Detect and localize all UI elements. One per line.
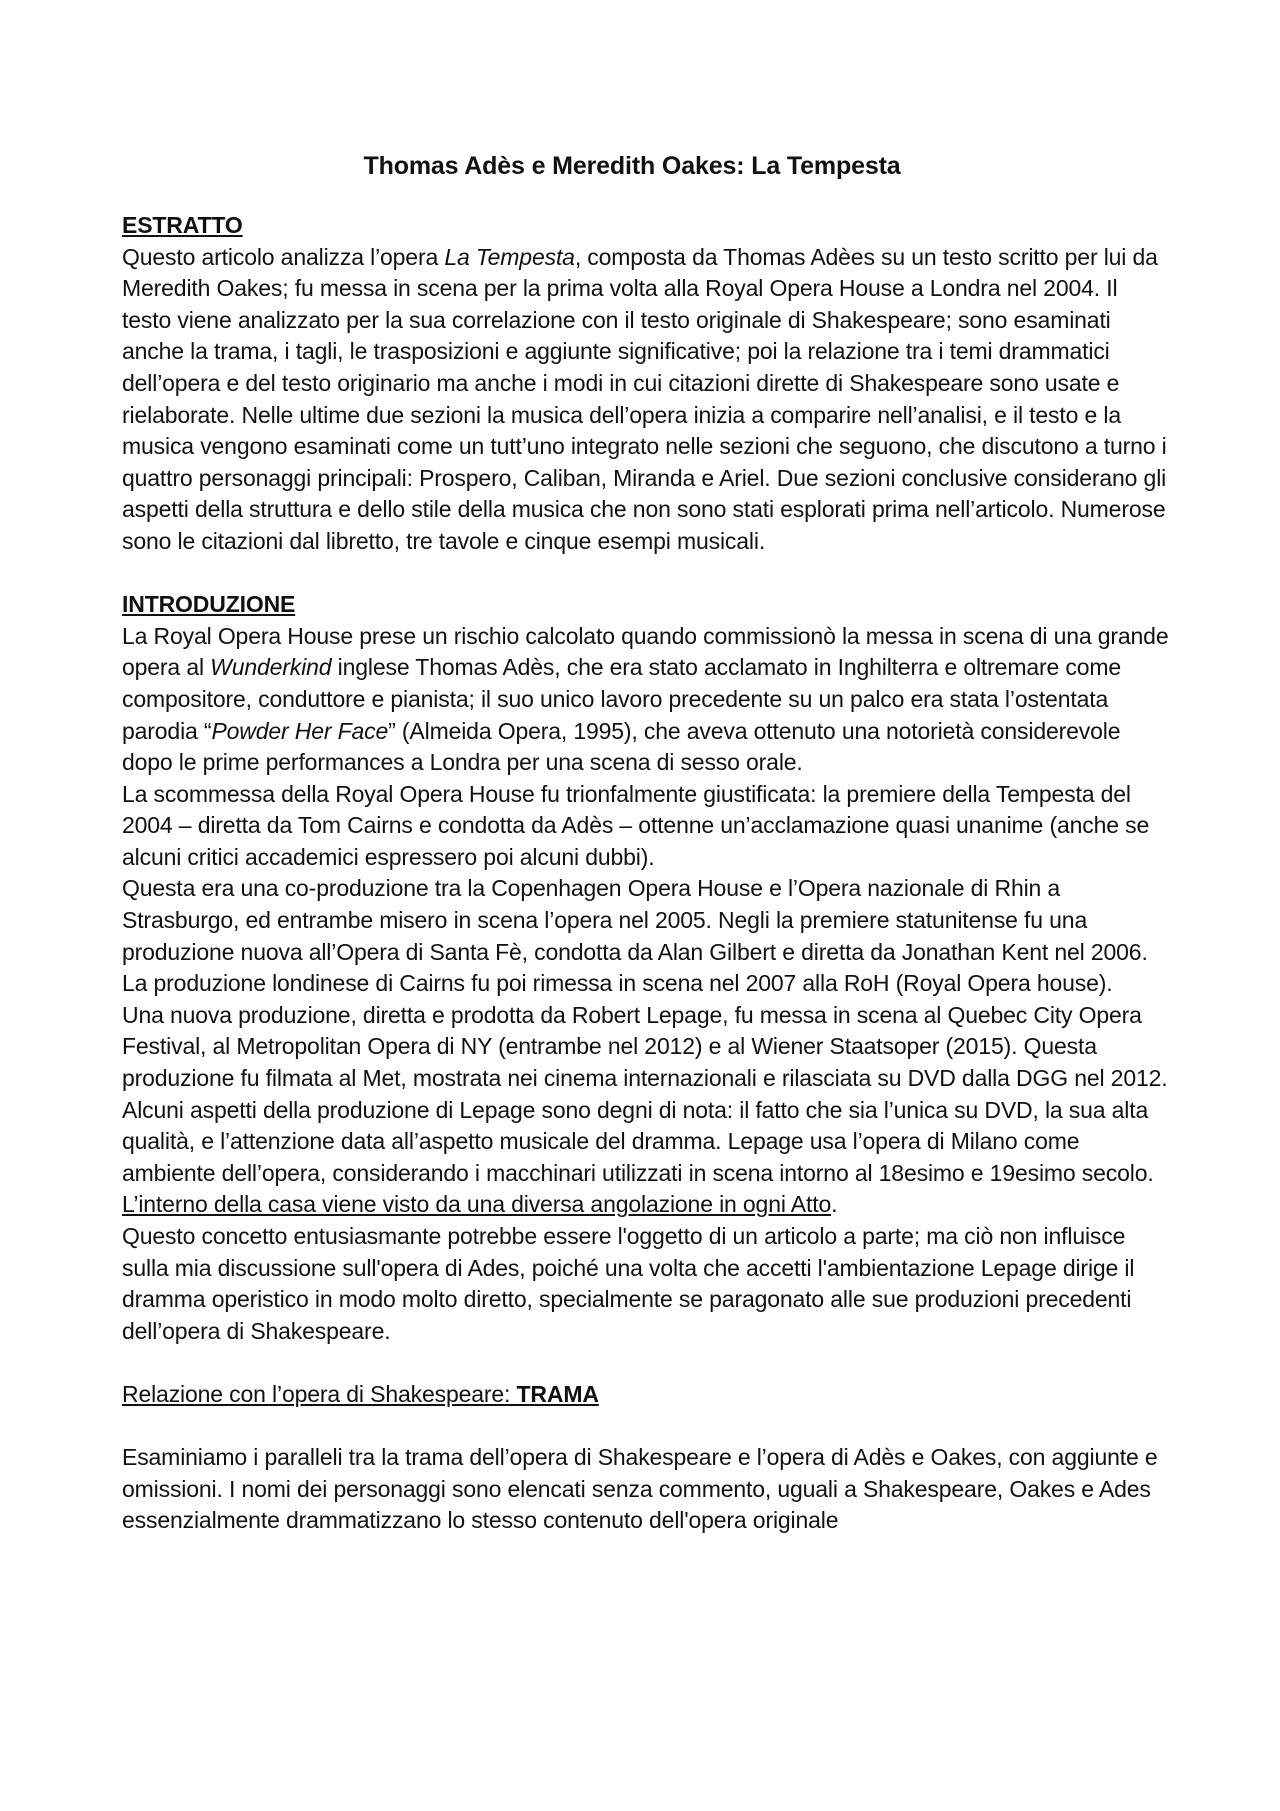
abstract-heading: ESTRATTO bbox=[122, 212, 243, 238]
document-title: Thomas Adès e Meredith Oakes: La Tempesta bbox=[363, 152, 901, 180]
paragraph-gap bbox=[122, 1347, 1172, 1379]
relation-heading bbox=[122, 1379, 1172, 1411]
intro-p5-text-1: Alcuni aspetti della produzione di Lepage sono degni di nota: il fatto che sia l’unica su DVD, la sua alta qualità, e l’attenzione data all’aspetto musicale del dramma. Lepage usa l’opera di Milano come ambiente dell’opera, considerando i macchinari utilizzati in scena intorno al 18esimo e 19esimo secolo. bbox=[122, 1096, 1154, 1186]
intro-italic-powder-her-face: Powder Her Face bbox=[211, 717, 389, 744]
introduction-heading: INTRODUZIONE bbox=[122, 591, 296, 618]
abstract-text-2: , composta da Thomas Adèes su un testo scritto per lui da Meredith Oakes; fu messa in scena per la prima volta alla Royal Opera House a Londra nel 2004. Il testo viene analizzato per la sua correlazione con il testo originale di Shakespeare; sono esaminati anche la trama, i tagli, le trasposizioni e aggiunte significative; poi la relazione tra i temi drammatici dell’opera e del testo originario ma anche i modi in cui citazioni dirette di Shakespeare sono usate e rielaborate. Nelle ultime due sezioni la musica dell’opera inizia a comparire nell’analisi, e il testo e la musica vengono esaminati come un tutt’uno integrato nelle sezioni che seguono, che discutono a turno i quattro personaggi principali: Prospero, Caliban, Miranda e Ariel. Due sezioni conclusive considerano gli aspetti della struttura e dello stile della musica che non sono stati esplorati prima nell’articolo. Numerose sono le citazioni dal libretto, tre tavole e cinque esempi musicali. bbox=[122, 243, 1167, 554]
introduction-paragraph-6: Questo concetto entusiasmante potrebbe essere l'oggetto di un articolo a parte; ma ciò non influisce sulla mia discussione sull'opera di Ades, poiché una volta che accetti l'ambientazione Lepage dirige il dramma operistico in modo molto diretto, specialmente se paragonato alle sue produzioni precedenti dell’opera di Shakespeare. bbox=[122, 1223, 1135, 1344]
introduction-paragraph-4: Una nuova produzione, diretta e prodotta da Robert Lepage, fu messa in scena al Quebec City Opera Festival, al Metropolitan Opera di NY (entrambe nel 2012) e al Wiener Staatsoper (2015). Questa produzione fu filmata al Met, mostrata nei cinema internazionali e rilasciata su DVD dalla DGG nel 2012. bbox=[122, 1001, 1168, 1092]
introduction-paragraph-5 bbox=[122, 1095, 1172, 1221]
paragraph-gap bbox=[122, 1411, 1172, 1443]
intro-p5-text-2: . bbox=[831, 1191, 838, 1218]
relation-heading-bold: TRAMA bbox=[516, 1380, 599, 1407]
introduction-paragraph-2: La scommessa della Royal Opera House fu trionfalmente giustificata: la premiere della Tempesta del 2004 – diretta da Tom Cairns e condotta da Adès – ottenne un’acclamazione quasi unanime (anche se alcuni critici accademici espressero poi alcuni dubbi). bbox=[122, 780, 1150, 870]
intro-text-3: ” (Almeida Opera, 1995), che aveva ottenuto una notorietà considerevole dopo le prime performances a Londra per una scena di sesso orale. bbox=[122, 717, 1121, 776]
intro-italic-wunderkind: Wunderkind bbox=[210, 654, 332, 681]
intro-text-2: inglese Thomas Adès, che era stato acclamato in Inghilterra e oltremare come compositore, conduttore e pianista; il suo unico lavoro precedente su un palco era stata l’ostentata parodia “ bbox=[122, 654, 1122, 744]
intro-text-1: La Royal Opera House prese un rischio calcolato quando commissionò la messa in scena di una grande opera al bbox=[122, 622, 1169, 681]
abstract-italic-title: La Tempesta bbox=[444, 243, 575, 270]
relation-heading-plain: Relazione con l’opera di Shakespeare: bbox=[122, 1380, 517, 1407]
paragraph-gap bbox=[122, 558, 1172, 590]
document-body bbox=[122, 150, 1172, 1537]
abstract-paragraph bbox=[122, 242, 1172, 558]
introduction-paragraph-3: Questa era una co-produzione tra la Copenhagen Opera House e l’Opera nazionale di Rhin a Strasburgo, ed entrambe misero in scena l’opera nel 2005. Negli la premiere statunitense fu una produzione nuova all’Opera di Santa Fè, condotta da Alan Gilbert e diretta da Jonathan Kent nel 2006. La produzione londinese di Cairns fu poi rimessa in scena nel 2007 alla RoH (Royal Opera house). bbox=[122, 875, 1148, 997]
abstract-text-1: Questo articolo analizza l’opera bbox=[122, 243, 445, 270]
relation-paragraph-1: Esaminiamo i paralleli tra la trama dell’opera di Shakespeare e l’opera di Adès e Oakes, con aggiunte e omissioni. I nomi dei personaggi sono elencati senza commento, uguali a Shakespeare, Oakes e Ades essenzialmente drammatizzano lo stesso contenuto dell'opera originale bbox=[122, 1444, 1158, 1534]
introduction-paragraph-1 bbox=[122, 621, 1172, 779]
intro-p5-underlined: L’interno della casa viene visto da una diversa angolazione in ogni Atto bbox=[122, 1191, 832, 1218]
